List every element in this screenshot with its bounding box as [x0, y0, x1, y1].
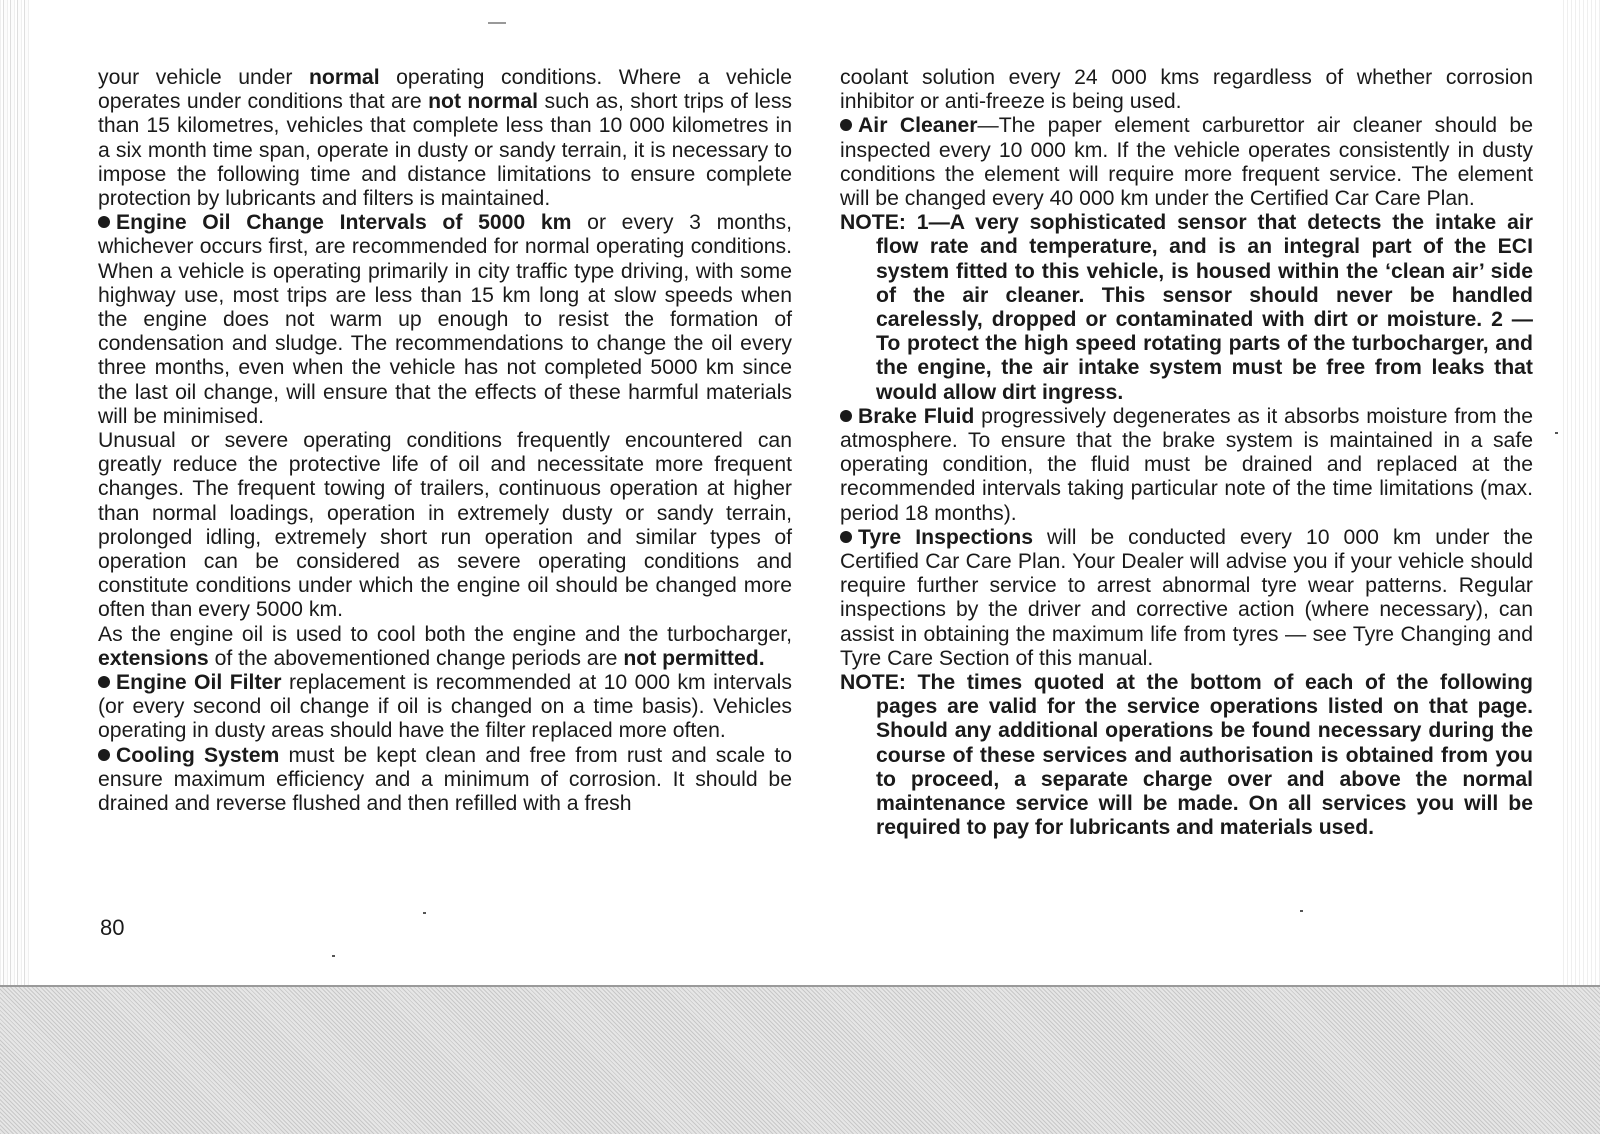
air-cleaner-body: —The paper element carburettor air cleaner should be inspected every 10 000 km. If the vehicle operates consistently in dusty conditions the element will require more frequent service. The element will be changed every 40 000 km under the Certified Car Care Plan. — [840, 114, 1533, 211]
air-cleaner-heading: Air Cleaner — [858, 114, 978, 138]
scan-speck — [423, 912, 426, 914]
intro-emphasis-normal: normal — [308, 66, 380, 89]
oil-filter-body: replacement is recommended at 10 000 km intervals (or every second oil change if oil is changed on a time basis). Vehicles operating in dusty areas should have the filter replaced more often. — [98, 671, 792, 743]
intro-text: operating conditions. Where a vehicle operates under conditions that are — [98, 66, 792, 114]
turbo-text: of the abovementioned change periods are — [208, 646, 624, 670]
scan-speck — [332, 955, 335, 957]
intro-text: your vehicle under — [98, 66, 309, 89]
bullet-icon — [98, 216, 110, 228]
scan-bottom-shadow — [0, 985, 1600, 1134]
scan-left-edge — [0, 0, 30, 1132]
cooling-system-paragraph — [98, 744, 792, 817]
right-column — [840, 66, 1533, 841]
brake-fluid-paragraph — [840, 405, 1533, 526]
scan-speck — [1555, 432, 1558, 434]
cooling-system-body: must be kept clean and free from rust and scale to ensure maximum efficiency and a minimum of corrosion. It should be drained and reverse flushed and then refilled with a fresh — [98, 743, 793, 816]
scan-right-edge — [1560, 0, 1600, 985]
oil-filter-paragraph — [98, 671, 792, 744]
intro-text: such as, short trips of less than 15 kilometres, vehicles that complete less than 10 000 kilometres in a six month time span, operate in dusty or sandy terrain, it is necessary to impose the following time and distance limitations to ensure complete protection by lubricants and filters is maintained. — [98, 90, 793, 211]
brake-fluid-heading: Brake Fluid — [858, 404, 975, 428]
severe-conditions-text: Unusual or severe operating conditions frequently encountered can greatly reduce the protective life of oil and necessitate more frequent changes. The frequent towing of trailers, continuous operation at higher than normal loadings, operation in extremely dusty or sandy terrain, prolonged idling, extremely short run operation and similar types of operation can be considered as severe operating conditions and constitute conditions under which the engine oil should be changed more often than every 5000 km. — [98, 429, 792, 622]
bullet-icon — [98, 676, 110, 688]
intro-paragraph — [98, 66, 792, 211]
turbo-paragraph — [98, 623, 792, 671]
sensor-note: NOTE: 1—A very sophisticated sensor that detects the intake air flow rate and temperature, and is an integral part of the ECI system fitted to this vehicle, is housed within the ‘clean air’ side of the air cleaner. This sensor should never be handled carelessly, dropped or contaminated with dirt or moisture. 2 — To protect the high speed rotating parts of the turbocharger, and the engine, the air intake system must be free from leaks that would allow dirt ingress. — [840, 211, 1533, 404]
oil-change-body: or every 3 months, whichever occurs first, are recommended for normal operating conditions. When a vehicle is operating primarily in city traffic type driving, with some highway use, most trips are less than 15 km long at slow speeds when the engine does not warm up enough to resist the formation of condensation and sludge. The recommendations to change the oil every three months, even when the vehicle has not completed 5000 km since the last oil change, will ensure that the effects of these harmful materials will be minimised. — [98, 211, 792, 428]
page-number: 80 — [100, 915, 125, 940]
brake-fluid-body: progressively degenerates as it absorbs moisture from the atmosphere. To ensure that the brake system is maintained in a safe operating condition, the fluid must be drained and replaced at the recommended intervals taking particular note of the time limitations (max. period 18 months). — [840, 404, 1533, 525]
turbo-text: As the engine oil is used to cool both the engine and the turbocharger, — [98, 622, 792, 646]
severe-conditions-paragraph — [98, 429, 792, 623]
oil-filter-heading: Engine Oil Filter — [116, 671, 282, 695]
bullet-icon — [840, 410, 852, 422]
bullet-icon — [840, 119, 852, 131]
turbo-emphasis-extensions: extensions — [98, 646, 209, 670]
scan-speck — [1300, 910, 1303, 912]
oil-change-paragraph — [98, 211, 792, 429]
tyre-inspections-body: will be conducted every 10 000 km under the Certified Car Care Plan. Your Dealer will advise you if your vehicle should require further service to arrest abnormal tyre wear patterns. Regular inspections by the driver and corrective action (where necessary), can assist in obtaining the maximum life from tyres — see Tyre Changing and Tyre Care Section of this manual. — [840, 525, 1533, 670]
cooling-system-heading: Cooling System — [116, 743, 280, 767]
turbo-emphasis-not-permitted: not permitted. — [623, 646, 765, 670]
tyre-inspections-heading: Tyre Inspections — [858, 525, 1033, 549]
left-column — [98, 66, 792, 816]
tyre-inspections-paragraph — [840, 526, 1533, 671]
intro-emphasis-not-normal: not normal — [428, 90, 539, 114]
air-cleaner-paragraph — [840, 114, 1533, 211]
bullet-icon — [840, 531, 852, 543]
scan-speck — [488, 22, 506, 24]
coolant-continuation — [840, 66, 1533, 114]
times-note: NOTE: The times quoted at the bottom of each of the following pages are valid for the service operations listed on that page. Should any additional operations be found necessary during the course of these services and authorisation is obtained from you to proceed, a separate charge over and above the normal maintenance service will be made. On all services you will be required to pay for lubricants and materials used. — [840, 671, 1533, 840]
coolant-text: coolant solution every 24 000 kms regardless of whether corrosion inhibitor or anti-freeze is being used. — [840, 66, 1533, 114]
bullet-icon — [98, 749, 110, 761]
oil-change-heading: Engine Oil Change Intervals of 5000 km — [116, 211, 572, 235]
